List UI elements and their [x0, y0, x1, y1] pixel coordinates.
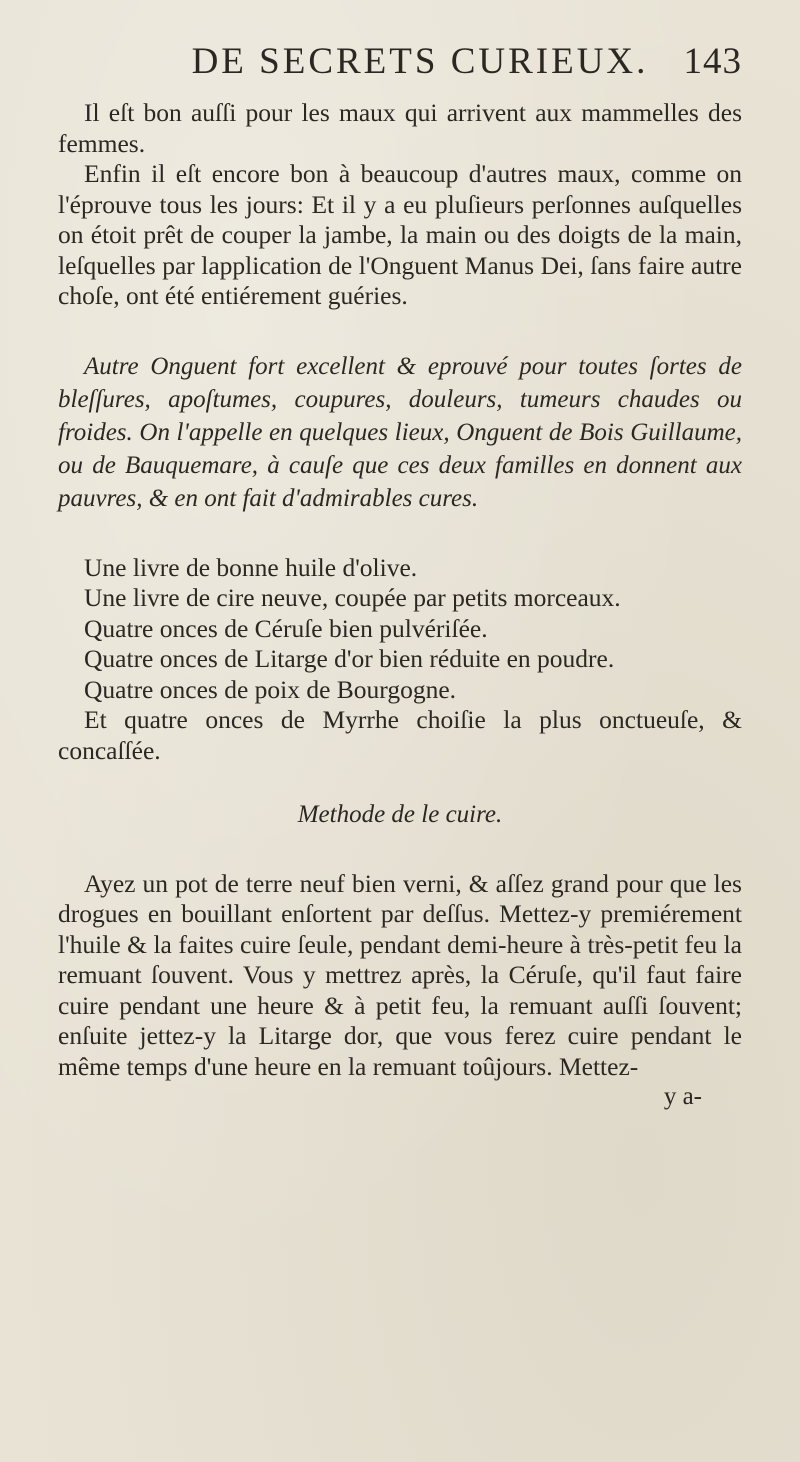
ingredient-item: Une livre de bonne huile d'olive. — [84, 552, 418, 582]
running-title: DE SECRETS CURIEUX. — [191, 41, 649, 82]
paragraph: Enfin il eſt encore bon à beaucoup d'autres maux, comme on l'éprouve tous les jours: Et il y a eu pluſieurs perſonnes auſquelles on étoit prêt de couper la jambe, la main ou des doigts de la main, leſquelles par lapplication de l'Onguent Manus Dei, ſans faire autre choſe, ont été entiérement guéries. — [58, 159, 742, 310]
paragraph: Il eſt bon auſſi pour les maux qui arrivent aux mammelles des femmes. — [58, 98, 742, 158]
method-paragraph: Ayez un pot de terre neuf bien verni, & aſſez grand pour que les drogues en bouillant enſortent par deſſus. Mettez-y premiérement l'huile & la faites cuire ſeule, pendant demi-heure à très-petit feu la remuant ſouvent. Vous y mettrez après, la Céruſe, qu'il faut faire cuire pendant une heure & à petit feu, la remuant auſſi ſouvent; enſuite jettez-y la Litarge dor, que vous ferez cuire pendant le même temps d'une heure en la remuant toûjours. Mettez- — [58, 868, 742, 1081]
ingredient-item: Quatre onces de Litarge d'or bien réduite en poudre. — [84, 644, 615, 673]
ingredient-item: Et quatre onces de Myrrhe choiſie la plus onctueuſe, & concaſſée. — [58, 705, 742, 765]
method-title: Methode de le cuire. — [297, 801, 503, 828]
page-header — [58, 40, 742, 98]
ingredient-item: Une livre de cire neuve, coupée par petits morceaux. — [84, 583, 621, 612]
ingredient-item: Quatre onces de Céruſe bien pulvériſée. — [84, 613, 488, 643]
ingredient-item: Quatre onces de poix de Bourgogne. — [84, 674, 457, 704]
recipe-title: Autre Onguent fort excellent & eprouvé pour toutes ſortes de bleſſures, apoſtumes, coupures, douleurs, tumeurs chaudes ou froides. On l'appelle en quelques lieux, Onguent de Bois Guillaume, ou de Bauquemare, à cauſe que ces deux familles en donnent aux pauvres, & en ont fait d'admirables cures. — [58, 352, 742, 512]
page-number: 143 — [683, 41, 742, 82]
page-body — [58, 98, 742, 1113]
ingredient-list — [58, 553, 742, 767]
catchword: y a- — [663, 1083, 702, 1110]
